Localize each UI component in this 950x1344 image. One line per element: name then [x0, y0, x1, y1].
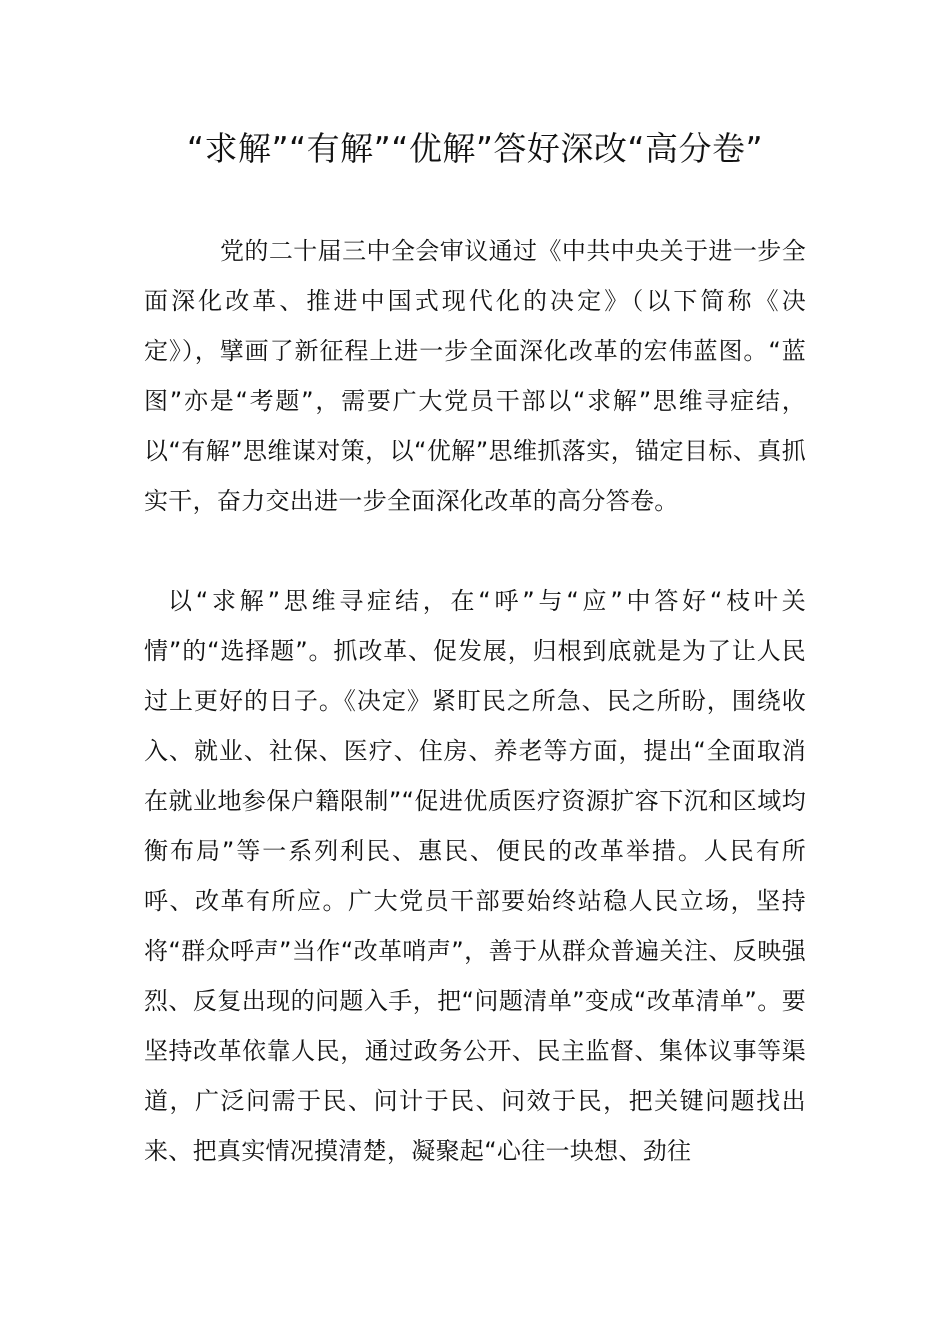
- paragraph-section-1: 以“求解”思维寻症结，在“呼”与“应”中答好“枝叶关情”的“选择题”。抓改革、促发展，归根到底就是为了让人民过上更好的日子。《决定》紧盯民之所急、民之所盼，围绕收入、就业、社保、医疗、住房、养老等方面，提出“全面取消在就业地参保户籍限制”“促进优质医疗资源扩容下沉和区域均衡布局”等一系列利民、惠民、便民的改革举措。人民有所呼、改革有所应。广大党员干部要始终站稳人民立场，坚持将“群众呼声”当作“改革哨声”，善于从群众普遍关注、反映强烈、反复出现的问题入手，把“问题清单”变成“改革清单”。要坚持改革依靠人民，通过政务公开、民主监督、集体议事等渠道，广泛问需于民、问计于民、问效于民，把关键问题找出来、把真实情况摸清楚，凝聚起“心往一块想、劲往: [144, 587, 806, 1165]
- paragraph-intro: 党的二十届三中全会审议通过《中共中央关于进一步全面深化改革、推进中国式现代化的决定》（以下简称《决定》），擘画了新征程上进一步全面深化改革的宏伟蓝图。“蓝图”亦是“考题”，需要广大党员干部以“求解”思维寻症结，以“有解”思维谋对策，以“优解”思维抓落实，锚定目标、真抓实干，奋力交出进一步全面深化改革的高分答卷。: [144, 237, 806, 515]
- document-title: “求解”“有解”“优解”答好深改“高分卷”: [186, 129, 764, 168]
